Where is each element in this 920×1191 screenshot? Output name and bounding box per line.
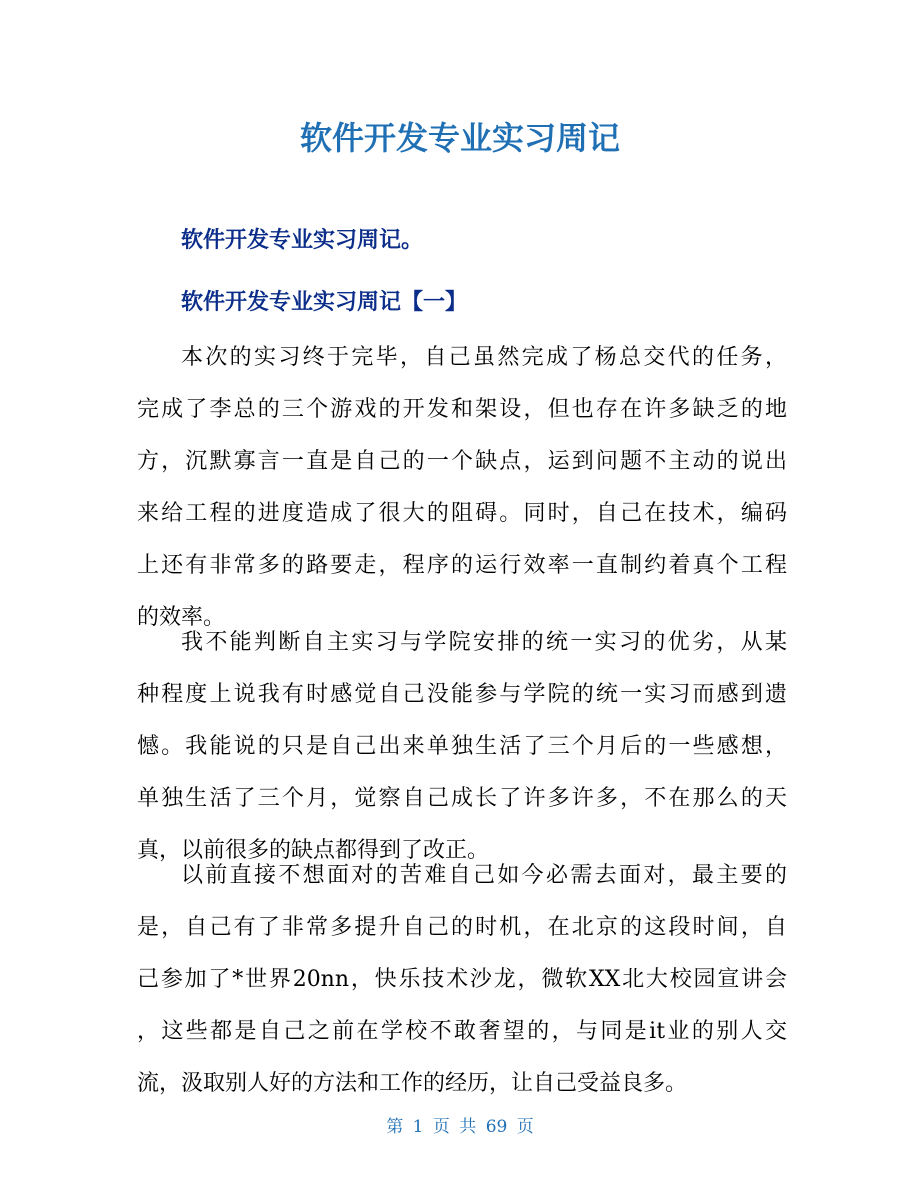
paragraph-line: 单独生活了三个月，觉察自己成长了许多许多，不在那么的天 — [137, 786, 787, 811]
paragraph-line: 流，汲取别人好的方法和工作的经历，让自己受益良多。 — [137, 1071, 688, 1096]
paragraph-line: 憾。我能说的只是自己出来单独生活了三个月后的一些感想， — [137, 734, 787, 759]
paragraph-line: 的效率。 — [137, 605, 226, 630]
subheading-2: 软件开发专业实习周记【一】 — [181, 290, 468, 315]
paragraph-line: 种程度上说我有时感觉自己没能参与学院的统一实习而感到遗 — [137, 682, 787, 707]
paragraph-line: 来给工程的进度造成了很大的阻碍。同时，自己在技术，编码 — [137, 501, 787, 526]
paragraph-line: 以前直接不想面对的苦难自己如今必需去面对，最主要的 — [181, 863, 787, 888]
paragraph-line: 本次的实习终于完毕，自己虽然完成了杨总交代的任务， — [181, 345, 787, 370]
paragraph-3 — [137, 850, 787, 1110]
paragraph-line: 我不能判断自主实习与学院安排的统一实习的优劣，从某 — [181, 630, 787, 655]
paragraph-line: 方，沉默寡言一直是自己的一个缺点，运到问题不主动的说出 — [137, 449, 787, 474]
subheading-1: 软件开发专业实习周记。 — [181, 228, 424, 253]
paragraph-1 — [137, 332, 787, 644]
paragraph-2 — [137, 617, 787, 877]
paragraph-line: 上还有非常多的路要走，程序的运行效率一直制约着真个工程 — [137, 553, 787, 578]
paragraph-line: ，这些都是自己之前在学校不敢奢望的，与同是it业的别人交 — [137, 1019, 787, 1044]
paragraph-line: 真，以前很多的缺点都得到了改正。 — [137, 838, 490, 863]
paragraph-line: 己参加了*世界20nn，快乐技术沙龙，微软XX北大校园宣讲会 — [137, 967, 787, 992]
paragraph-line: 是，自己有了非常多提升自己的时机，在北京的这段时间，自 — [137, 915, 787, 940]
page-number-footer: 第 1 页 共 69 页 — [386, 1117, 534, 1137]
paragraph-line: 完成了李总的三个游戏的开发和架设，但也存在许多缺乏的地 — [137, 397, 787, 422]
page-title: 软件开发专业实习周记 — [299, 119, 620, 157]
